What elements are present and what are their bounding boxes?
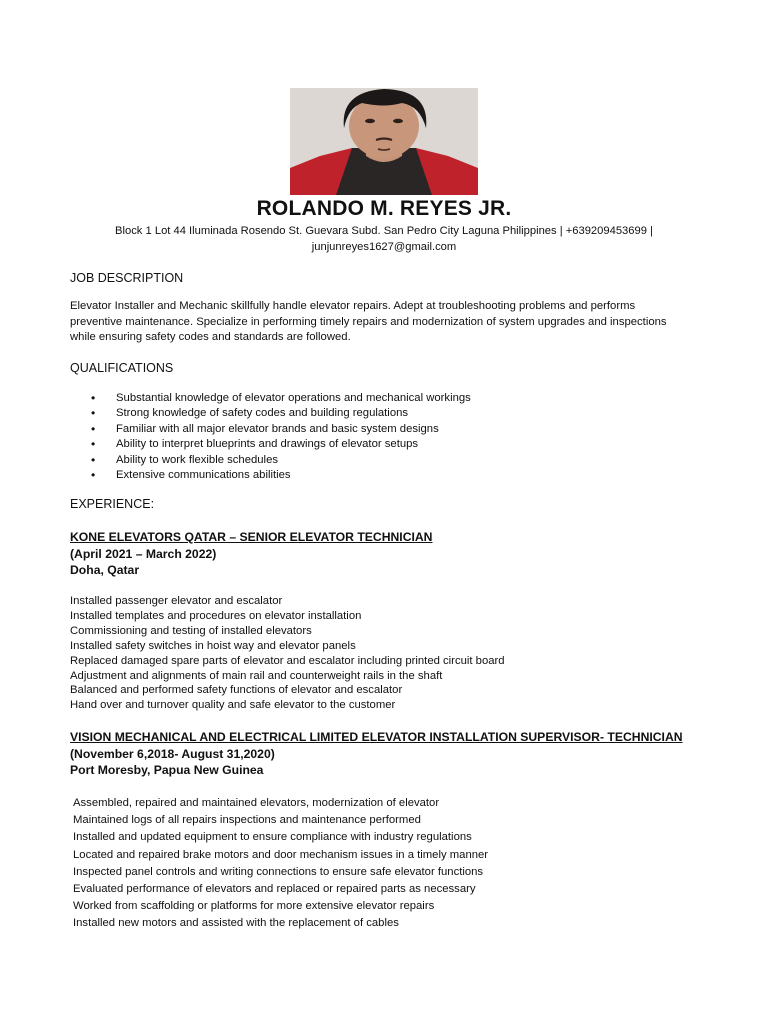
job-1-location: Doha, Qatar bbox=[70, 563, 140, 577]
profile-photo bbox=[290, 88, 478, 195]
duty-item: Installed passenger elevator and escalator bbox=[70, 595, 283, 607]
experience-heading: EXPERIENCE: bbox=[70, 497, 155, 511]
job-1-title: KONE ELEVATORS QATAR – SENIOR ELEVATOR TECHNICIAN bbox=[70, 530, 433, 544]
job-1-meta bbox=[70, 546, 216, 578]
job-2-location: Port Moresby, Papua New Guinea bbox=[70, 763, 264, 777]
job-2-title: VISION MECHANICAL AND ELECTRICAL LIMITED ELEVATOR INSTALLATION SUPERVISOR- TECHNICIAN bbox=[70, 730, 683, 744]
qualifications-list bbox=[70, 391, 471, 483]
job-1-dates: (April 2021 – March 2022) bbox=[70, 547, 217, 561]
job-2-dates: (November 6,2018- August 31,2020) bbox=[70, 747, 275, 761]
duty-item: Assembled, repaired and maintained elevators, modernization of elevator bbox=[73, 797, 440, 809]
job-description-line: while ensuring safety codes and standards are followed. bbox=[70, 331, 351, 343]
duty-item: Balanced and performed safety functions of elevator and escalator bbox=[70, 684, 403, 697]
duty-item: Located and repaired brake motors and door mechanism issues in a timely manner bbox=[73, 848, 489, 861]
job-description-line: preventive maintenance. Specialize in performing timely repairs and modernization of system upgrades and inspections bbox=[70, 315, 667, 328]
job-2-meta bbox=[70, 746, 275, 778]
qualification-item: • Familiar with all major elevator brands and basic system designs bbox=[70, 422, 471, 437]
job-1-duties bbox=[70, 594, 505, 713]
duty-item: Worked from scaffolding or platforms for more extensive elevator repairs bbox=[73, 900, 435, 913]
duty-item: Commissioning and testing of installed elevators bbox=[70, 624, 312, 637]
duty-item: Hand over and turnover quality and safe elevator to the customer bbox=[70, 699, 396, 712]
qualification-item: • Ability to work flexible schedules bbox=[70, 453, 471, 468]
qualification-item: • Extensive communications abilities bbox=[70, 468, 471, 483]
qualification-item: • Substantial knowledge of elevator operations and mechanical workings bbox=[70, 391, 471, 406]
duty-item: Maintained logs of all repairs inspections and maintenance performed bbox=[73, 814, 421, 827]
duty-item: Evaluated performance of elevators and replaced or repaired parts as necessary bbox=[73, 883, 476, 896]
contact-info bbox=[90, 223, 678, 255]
duty-item: Installed new motors and assisted with the replacement of cables bbox=[73, 917, 399, 930]
candidate-name: ROLANDO M. REYES JR. bbox=[256, 197, 512, 220]
job-description-line: Elevator Installer and Mechanic skillfully handle elevator repairs. Adept at troubleshooting problems and performs bbox=[70, 300, 636, 312]
contact-email: junjunreyes1627@gmail.com bbox=[311, 241, 457, 253]
qualifications-heading: QUALIFICATIONS bbox=[70, 361, 174, 375]
job-2-duties bbox=[73, 795, 488, 933]
qualification-item: • Strong knowledge of safety codes and building regulations bbox=[70, 406, 471, 421]
qualification-item: • Ability to interpret blueprints and drawings of elevator setups bbox=[70, 437, 471, 452]
contact-address-phone: Block 1 Lot 44 Iluminada Rosendo St. Guevara Subd. San Pedro City Laguna Philippines | +639209453699 | bbox=[115, 225, 653, 237]
duty-item: Installed safety switches in hoist way and elevator panels bbox=[70, 639, 356, 652]
job-description-text bbox=[70, 299, 710, 346]
duty-item: Replaced damaged spare parts of elevator and escalator including printed circuit board bbox=[70, 654, 505, 667]
duty-item: Installed and updated equipment to ensure compliance with industry regulations bbox=[73, 831, 472, 844]
job-description-heading: JOB DESCRIPTION bbox=[70, 271, 184, 285]
duty-item: Adjustment and alignments of main rail and counterweight rails in the shaft bbox=[70, 669, 443, 682]
duty-item: Installed templates and procedures on elevator installation bbox=[70, 609, 362, 622]
duty-item: Inspected panel controls and writing connections to ensure safe elevator functions bbox=[73, 865, 484, 878]
profile-photo-image bbox=[290, 88, 478, 195]
